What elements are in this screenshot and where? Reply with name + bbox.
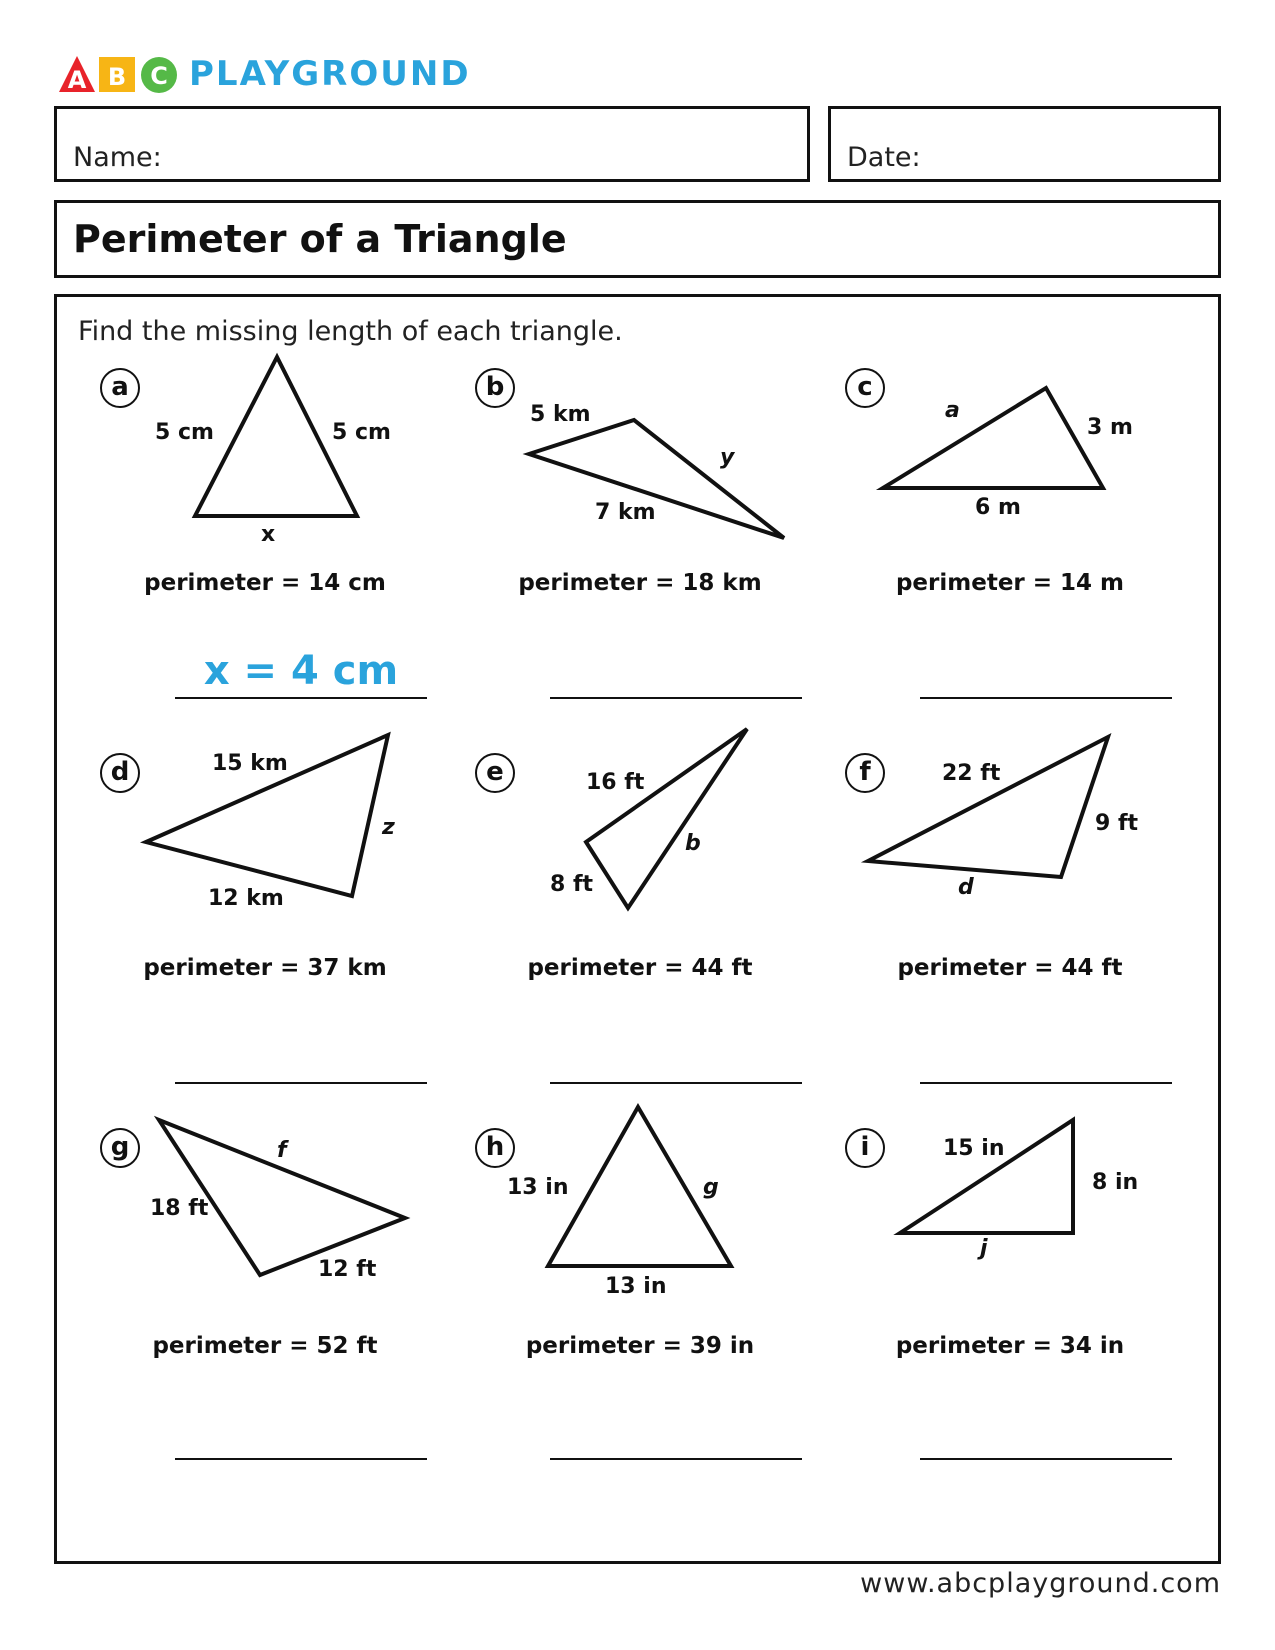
problem-letter: g — [100, 1128, 140, 1168]
abc-blocks-icon — [55, 52, 183, 96]
problem-c — [815, 330, 1205, 730]
side-label: 15 in — [943, 1136, 1005, 1161]
side-label: z — [382, 815, 395, 840]
name-label: Name: — [73, 142, 162, 173]
brand-wordmark: PLAYGROUND — [189, 54, 471, 94]
answer-line[interactable] — [175, 697, 427, 699]
problem-letter: d — [100, 753, 140, 793]
triangle-h — [445, 1090, 835, 1350]
side-label: 7 km — [595, 500, 656, 525]
problem-g — [70, 1090, 460, 1490]
side-label: 5 km — [530, 402, 591, 427]
problem-i — [815, 1090, 1205, 1490]
problem-letter: a — [100, 368, 140, 408]
problem-letter: c — [845, 368, 885, 408]
page-title: Perimeter of a Triangle — [73, 217, 567, 261]
side-label: 6 m — [975, 495, 1021, 520]
side-label: a — [945, 398, 960, 423]
side-label: b — [685, 831, 701, 856]
instruction-text: Find the missing length of each triangle. — [78, 316, 623, 347]
logo-letter-b: B — [107, 63, 127, 91]
side-label: 15 km — [212, 751, 288, 776]
triangle-c — [815, 330, 1205, 590]
answer-line[interactable] — [550, 1458, 802, 1460]
perimeter-text: perimeter = 37 km — [143, 955, 387, 981]
answer-line[interactable] — [920, 1082, 1172, 1084]
perimeter-text: perimeter = 52 ft — [152, 1333, 378, 1359]
side-label: d — [958, 875, 974, 900]
problem-letter: h — [475, 1128, 515, 1168]
perimeter-text: perimeter = 44 ft — [897, 955, 1123, 981]
side-label: 5 cm — [332, 420, 391, 445]
date-field[interactable] — [828, 106, 1221, 182]
side-label: 5 cm — [155, 420, 214, 445]
side-label: x — [261, 522, 276, 547]
answer-line[interactable] — [175, 1082, 427, 1084]
problem-a — [70, 330, 460, 730]
side-label: 3 m — [1087, 415, 1133, 440]
footer-url[interactable]: www.abcplayground.com — [860, 1568, 1221, 1599]
perimeter-text: perimeter = 39 in — [525, 1333, 755, 1359]
perimeter-text: perimeter = 14 cm — [144, 570, 386, 596]
perimeter-text: perimeter = 18 km — [518, 570, 762, 596]
triangle-g — [70, 1090, 460, 1350]
side-label: 8 in — [1092, 1170, 1139, 1195]
answer-value: x = 4 cm — [203, 648, 399, 694]
side-label: 12 km — [208, 886, 284, 911]
brand-logo — [55, 52, 471, 96]
side-label: f — [277, 1138, 287, 1163]
side-label: g — [703, 1175, 719, 1200]
side-label: 9 ft — [1095, 811, 1139, 836]
perimeter-text: perimeter = 14 m — [895, 570, 1125, 596]
side-label: 13 in — [605, 1274, 667, 1299]
triangle-a — [70, 330, 460, 590]
logo-letter-a: A — [67, 66, 87, 94]
problem-letter: i — [845, 1128, 885, 1168]
answer-line[interactable] — [175, 1458, 427, 1460]
date-label: Date: — [847, 142, 921, 173]
problem-b — [445, 330, 835, 730]
name-field[interactable] — [54, 106, 810, 182]
answer-line[interactable] — [550, 1082, 802, 1084]
side-label: y — [720, 445, 735, 470]
side-label: 12 ft — [318, 1257, 377, 1282]
problem-e — [445, 715, 835, 1115]
side-label: 13 in — [507, 1175, 569, 1200]
problem-h — [445, 1090, 835, 1490]
problem-f — [815, 715, 1205, 1115]
problem-d — [70, 715, 460, 1115]
triangle-b — [445, 330, 835, 590]
triangle-f — [815, 715, 1205, 975]
problem-letter: e — [475, 753, 515, 793]
side-label: 18 ft — [150, 1196, 209, 1221]
triangle-e — [445, 715, 835, 975]
logo-letter-c: C — [150, 62, 168, 90]
problem-letter: b — [475, 368, 515, 408]
perimeter-text: perimeter = 44 ft — [527, 955, 753, 981]
answer-line[interactable] — [920, 1458, 1172, 1460]
side-label: 16 ft — [586, 770, 645, 795]
perimeter-text: perimeter = 34 in — [895, 1333, 1125, 1359]
side-label: 22 ft — [942, 761, 1001, 786]
answer-line[interactable] — [550, 697, 802, 699]
side-label: 8 ft — [550, 872, 594, 897]
triangle-i — [815, 1090, 1205, 1350]
title-panel — [54, 200, 1221, 278]
answer-line[interactable] — [920, 697, 1172, 699]
side-label: j — [980, 1236, 988, 1261]
problem-letter: f — [845, 753, 885, 793]
